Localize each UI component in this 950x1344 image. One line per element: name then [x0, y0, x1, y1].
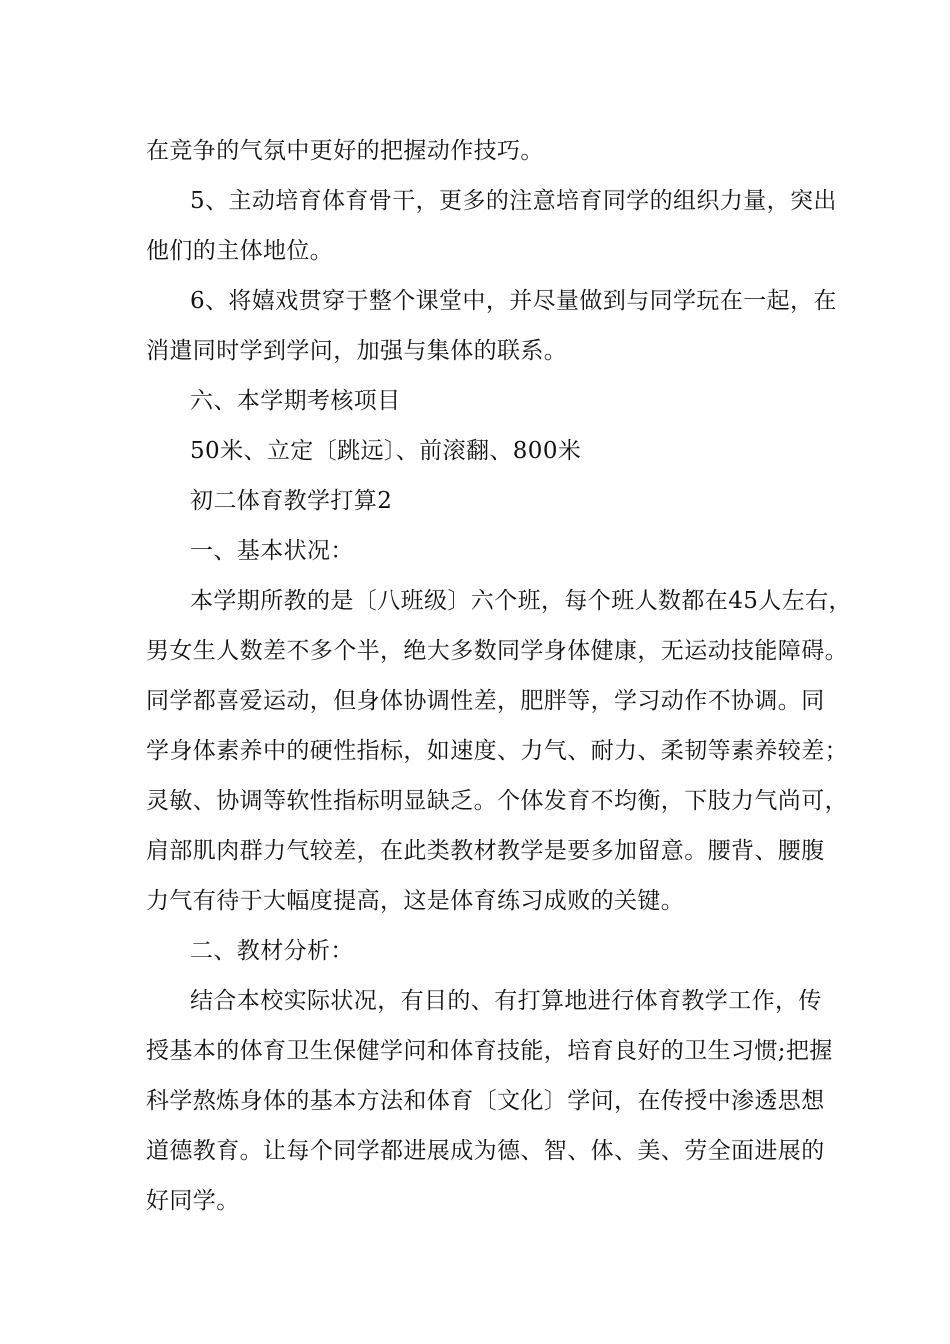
document-subtitle: 初二体育教学打算2 [190, 488, 393, 514]
text-line: 灵敏、协调等软性指标明显缺乏。个体发育不均衡，下肢力气尚可， [146, 788, 848, 814]
text-line: 道德教育。让每个同学都进展成为德、智、体、美、劳全面进展的 [146, 1138, 825, 1164]
text-line: 在竞争的气氛中更好的把握动作技巧。 [146, 138, 544, 164]
text-line: 50米、立定〔跳远〕、前滚翻、800米 [190, 438, 582, 464]
text-line: 力气有待于大幅度提高，这是体育练习成败的关键。 [146, 888, 685, 914]
text-line: 授基本的体育卫生保健学问和体育技能，培育良好的卫生习惯;把握 [146, 1038, 833, 1064]
text-line: 结合本校实际状况，有目的、有打算地进行体育教学工作，传 [190, 988, 822, 1014]
text-line: 6、将嬉戏贯穿于整个课堂中，并尽量做到与同学玩在一起，在 [190, 288, 837, 314]
section-heading: 一、基本状况： [190, 538, 354, 564]
text-line: 好同学。 [146, 1188, 240, 1214]
text-line: 肩部肌肉群力气较差，在此类教材教学是要多加留意。腰背、腰腹 [146, 838, 825, 864]
text-line: 男女生人数差不多个半，绝大多数同学身体健康，无运动技能障碍。 [146, 638, 848, 664]
section-heading: 二、教材分析： [190, 938, 354, 964]
section-heading: 六、本学期考核项目 [190, 388, 401, 414]
text-line: 他们的主体地位。 [146, 238, 334, 264]
text-line: 5、主动培育体育骨干，更多的注意培育同学的组织力量，突出 [190, 188, 837, 214]
text-line: 消遣同时学到学问，加强与集体的联系。 [146, 338, 568, 364]
text-line: 同学都喜爱运动，但身体协调性差，肥胖等，学习动作不协调。同 [146, 688, 825, 714]
text-line: 学身体素养中的硬性指标，如速度、力气、耐力、柔韧等素养较差； [146, 738, 848, 764]
text-line: 本学期所教的是〔八班级〕六个班，每个班人数都在45人左右， [190, 588, 852, 614]
text-line: 科学熬炼身体的基本方法和体育〔文化〕学问，在传授中渗透思想 [146, 1088, 825, 1114]
